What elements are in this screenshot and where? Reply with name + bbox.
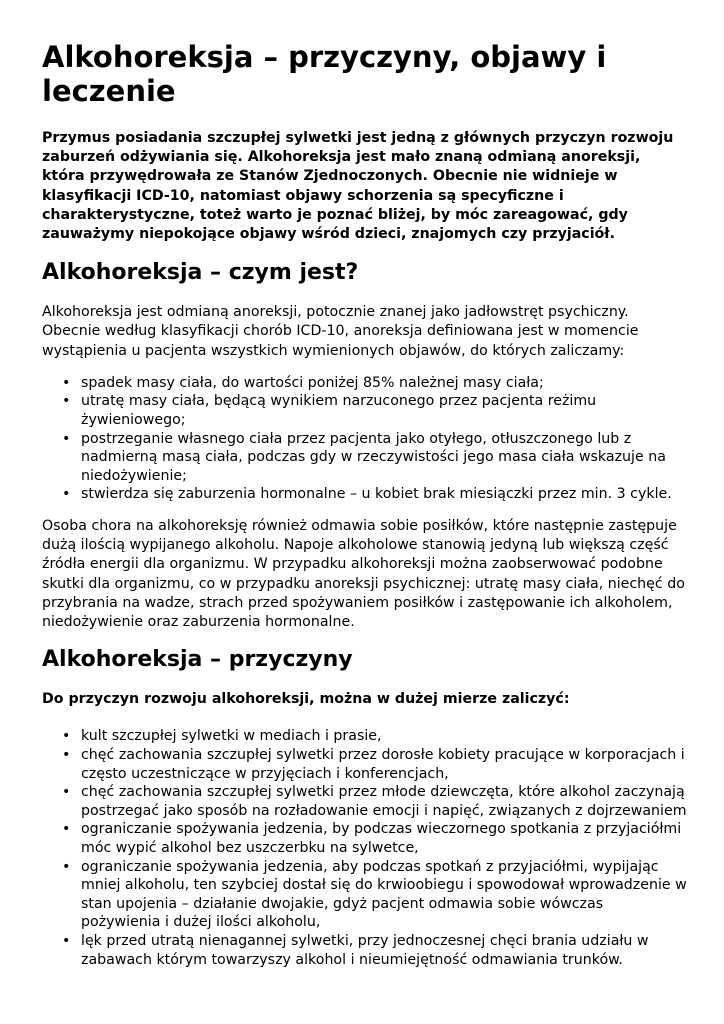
- bullet-icon: •: [62, 728, 71, 745]
- list-item: [42, 820, 687, 857]
- section-heading-causes: Alkohoreksja – przyczyny: [42, 647, 353, 673]
- list-item-text: spadek masy ciała, do wartości poniżej 85% należnej masy ciała;: [81, 374, 544, 391]
- list-item: [42, 392, 687, 429]
- section-what-is-outro: Osoba chora na alkohoreksję również odmawia sobie posiłków, które następnie zastępuje dużą ilością wypijanego alkoholu. Napoje alkoholowe stanowią jedyną lub większą część źródła energii dla organizmu. W przypadku alkohoreksji można zaobserwować podobne skutki dla organizmu, co w przypadku anoreksji psychicznej: utratę masy ciała, niechęć do przybrania na wadze, strach przed spożywaniem posiłków i zastępowanie ich alkoholem, niedożywienie oraz zaburzenia hormonalne.: [42, 517, 685, 630]
- bullet-icon: •: [62, 784, 71, 801]
- lead-paragraph: Przymus posiadania szczupłej sylwetki jest jedną z głównych przyczyn rozwoju zaburzeń odżywiania się. Alkohoreksja jest mało znaną odmianą anoreksji, która przywędrowała ze Stanów Zjednoczonych. Obecnie nie widnieje w klasyfikacji ICD-10, natomiast objawy schorzenia są specyficzne i charakterystyczne, toteż warto je poznać bliżej, by móc zareagować, gdy zauważymy niepokojące objawy wśród dzieci, znajomych czy przyjaciół.: [42, 130, 674, 243]
- list-item-text: ograniczanie spożywania jedzenia, aby podczas spotkań z przyjaciółmi, wypijając mniej alkoholu, ten szybciej dostał się do krwioobiegu i spowodował wprowadzenie w stan upojenia – działanie dwojakie, gdyż pacjent odmawia sobie wówczas pożywienia i dużej ilości alkoholu,: [81, 858, 687, 931]
- bullet-icon: •: [62, 486, 71, 503]
- article: [42, 40, 687, 982]
- list-item: [42, 727, 687, 746]
- symptoms-list: [42, 374, 687, 504]
- list-item: [42, 430, 687, 486]
- list-item-text: postrzeganie własnego ciała przez pacjenta jako otyłego, otłuszczonego lub z nadmierną masą ciała, podczas gdy w rzeczywistości jego masa ciała wskazuje na niedożywienie;: [81, 430, 666, 484]
- section-causes-intro: Do przyczyn rozwoju alkohoreksji, można w dużej mierze zaliczyć:: [42, 691, 570, 708]
- list-item-text: lęk przed utratą nienagannej sylwetki, przy jednoczesnej chęci brania udziału w zabawach którym towarzyszy alkohol i nieumiejętność odmawiania trunków.: [81, 932, 649, 968]
- list-item: [42, 783, 687, 820]
- bullet-icon: •: [62, 393, 71, 410]
- list-item-text: utratę masy ciała, będącą wynikiem narzuconego przez pacjenta reżimu żywieniowego;: [81, 393, 597, 429]
- list-item: [42, 485, 687, 504]
- list-item: [42, 374, 687, 393]
- list-item-text: stwierdza się zaburzenia hormonalne – u kobiet brak miesiączki przez min. 3 cykle.: [81, 486, 672, 503]
- list-item-text: ograniczanie spożywania jedzenia, by podczas wieczornego spotkania z przyjaciółmi móc wypić alkohol bez uszczerbku na sylwetce,: [81, 821, 682, 856]
- list-item-text: chęć zachowania szczupłej sylwetki przez dorosłe kobiety pracujące w korporacjach i często uczestniczące w przyjęciach i konferencjach,: [81, 747, 685, 782]
- bullet-icon: •: [62, 821, 71, 838]
- causes-list: [42, 727, 687, 969]
- list-item-text: chęć zachowania szczupłej sylwetki przez młode dziewczęta, które alkohol zaczynają postrzegać jako sposób na rozładowanie emocji i napięć, związanych z dojrzewaniem: [81, 784, 687, 819]
- list-item: [42, 746, 687, 783]
- section-what-is-intro: Alkohoreksja jest odmianą anoreksji, potocznie znanej jako jadłowstręt psychiczny. Obecnie według klasyfikacji chorób ICD-10, anoreksja definiowana jest w momencie wystąpienia u pacjenta wszystkich wymienionych objawów, do których zaliczamy:: [42, 304, 639, 359]
- list-item: [42, 932, 687, 969]
- list-item: [42, 858, 687, 932]
- bullet-icon: •: [62, 747, 71, 763]
- bullet-icon: •: [62, 932, 71, 949]
- bullet-icon: •: [62, 858, 71, 875]
- page-title: Alkohoreksja – przyczyny, objawy i leczenie: [42, 40, 607, 108]
- bullet-icon: •: [62, 430, 71, 447]
- section-heading-what-is: Alkohoreksja – czym jest?: [42, 260, 359, 286]
- list-item-text: kult szczupłej sylwetki w mediach i prasie,: [81, 728, 382, 745]
- bullet-icon: •: [62, 374, 71, 391]
